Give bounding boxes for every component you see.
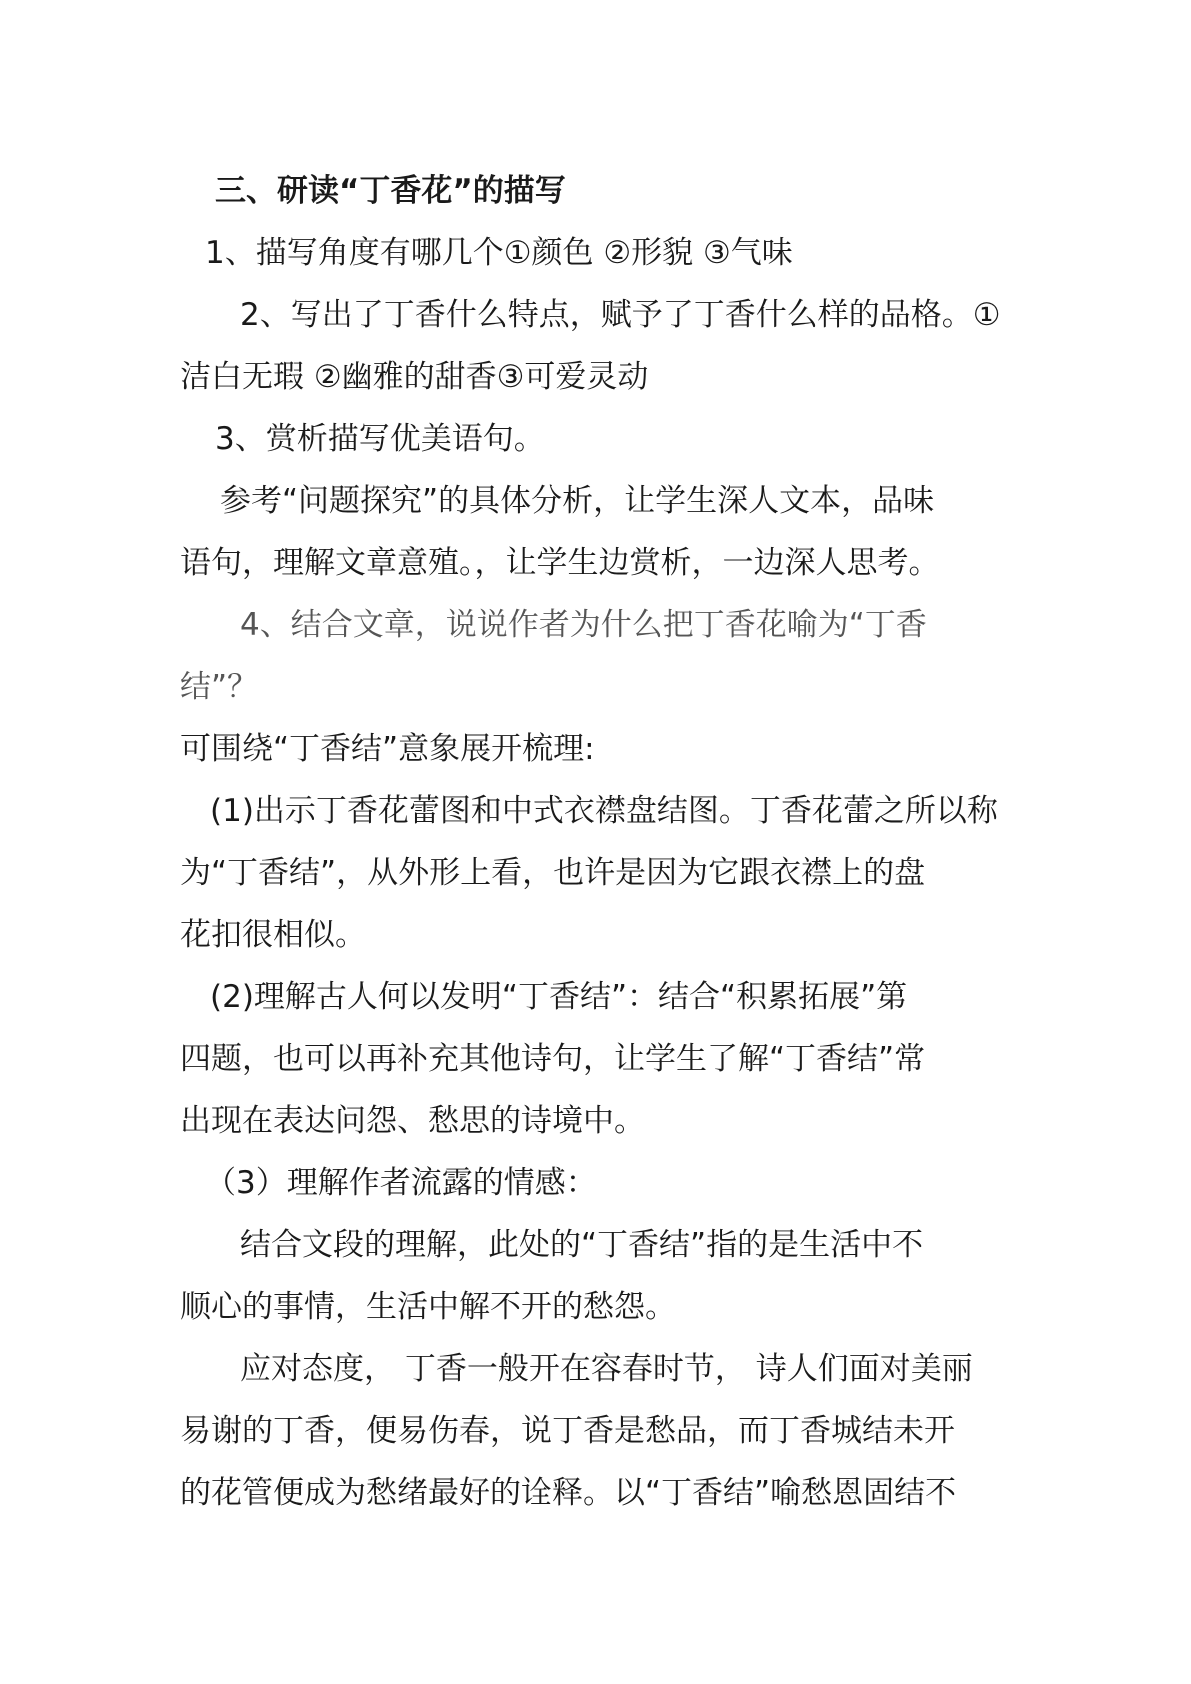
- point-1-line-2: 为“丁香结”，从外形上看，也许是因为它跟衣襟上的盘: [180, 855, 926, 891]
- point-3: （3）理解作者流露的情感：: [205, 1165, 597, 1201]
- paragraph-5-line-1: 应对态度， 丁香一般开在容春时节， 诗人们面对美丽: [240, 1351, 973, 1387]
- point-2-line-1: (2)理解古人何以发明“丁香结”：结合“积累拓展”第: [210, 979, 908, 1015]
- paragraph-4-line-2: 顺心的事情，生活中解不开的愁怨。: [180, 1289, 676, 1325]
- paragraph-4-line-1: 结合文段的理解，此处的“丁香结”指的是生活中不: [240, 1227, 924, 1263]
- point-2-line-2: 四题，也可以再补充其他诗句，让学生了解“丁香结”常: [180, 1041, 926, 1077]
- section-heading: 三、研读“丁香花”的描写: [215, 173, 566, 209]
- paragraph-5-line-2: 易谢的丁香，便易伤春，说丁香是愁品，而丁香城结未开: [180, 1413, 955, 1449]
- document-page: [180, 160, 1020, 1524]
- intro-line: 可围绕“丁香结”意象展开梳理:: [180, 731, 595, 767]
- question-3: 3、赏析描写优美语句。: [215, 421, 545, 457]
- point-2-line-3: 出现在表达问怨、愁思的诗境中。: [180, 1103, 645, 1139]
- question-2-line-2: 洁白无瑕 ②幽雅的甜香③可爱灵动: [180, 359, 649, 395]
- point-1-line-1: (1)出示丁香花蕾图和中式衣襟盘结图。丁香花蕾之所以称: [210, 793, 998, 829]
- question-2-line-1: 2、写出了丁香什么特点，赋予了丁香什么样的品格。①: [240, 297, 1001, 333]
- point-1-line-3: 花扣很相似。: [180, 917, 366, 953]
- paragraph-5-line-3: 的花管便成为愁绪最好的诠释。以“丁香结”喻愁恩固结不: [180, 1475, 957, 1511]
- reference-line-2: 语句，理解文章意殖。，让学生边赏析，一边深人思考。: [180, 545, 940, 581]
- question-4-line-2: 结”？: [180, 669, 259, 705]
- question-1: 1、描写角度有哪几个①颜色 ②形貌 ③气味: [205, 235, 793, 271]
- question-4-line-1: 4、结合文章，说说作者为什么把丁香花喻为“丁香: [240, 607, 927, 643]
- reference-line-1: 参考“问题探究”的具体分析，让学生深人文本，品味: [220, 483, 935, 519]
